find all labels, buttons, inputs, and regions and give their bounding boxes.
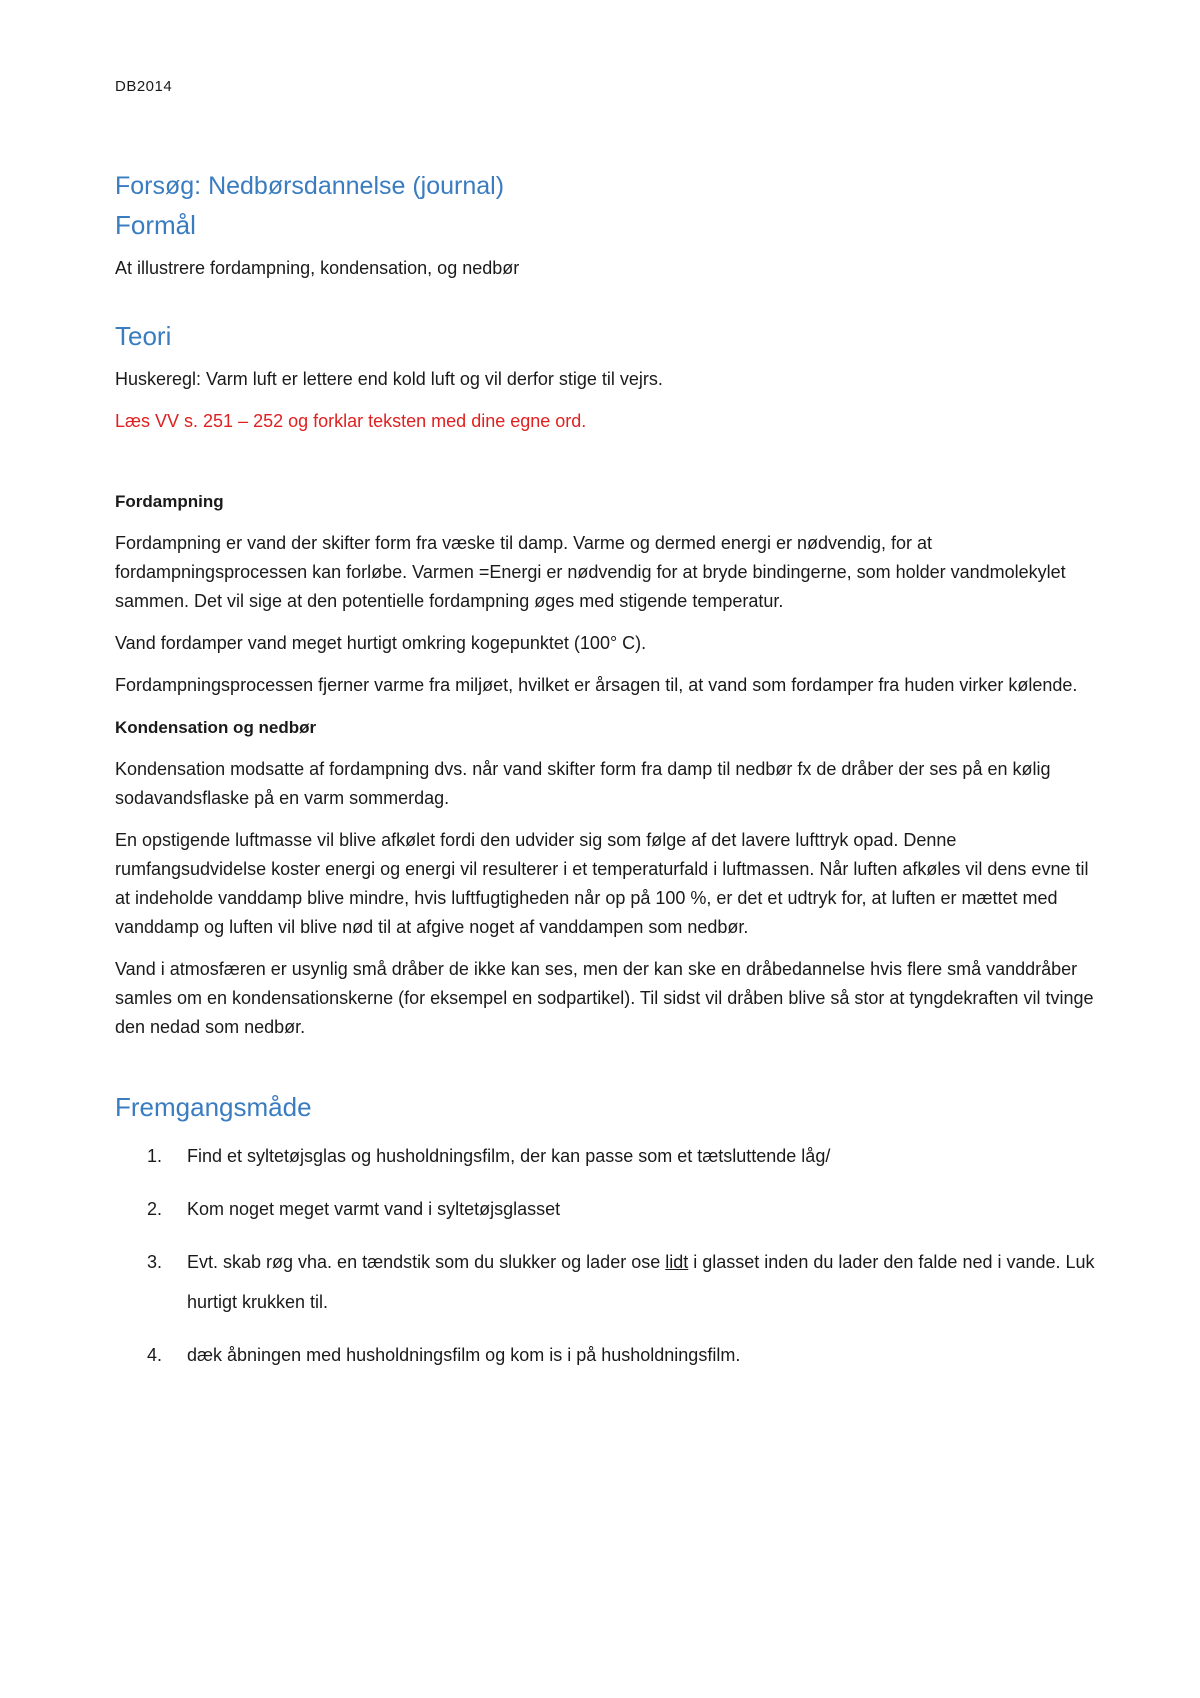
heading-fordampning: Fordampning bbox=[115, 492, 224, 511]
teori-instruction: Læs VV s. 251 – 252 og forklar teksten med dine egne ord. bbox=[115, 411, 587, 431]
heading-teori: Teori bbox=[115, 321, 172, 351]
heading-fremgangsmade: Fremgangsmåde bbox=[115, 1092, 312, 1122]
step-number: 1. bbox=[147, 1146, 163, 1166]
step-text-after: i glasset inden du lader den falde ned i vande. Luk hurtigt krukken til. bbox=[187, 1252, 1095, 1312]
document-body bbox=[115, 172, 1095, 1388]
procedure-step-4 bbox=[147, 1335, 1095, 1375]
procedure-step-1 bbox=[147, 1136, 1095, 1176]
step-text: Find et syltetøjsglas og husholdningsfilm, der kan passe som et tætsluttende låg/ bbox=[187, 1146, 831, 1166]
kondensation-paragraph-2: En opstigende luftmasse vil blive afkølet fordi den udvider sig som følge af det lavere lufttryk opad. Denne rumfangsudvidelse koster energi og energi vil resulterer i et temperaturfald i luftmassen. Når luften afkøles vil dens evne til at indeholde vanddamp blive mindre, hvis luftfugtigheden når op på 100 %, er det et udtryk for, at luften er mættet med vanddamp og luften vil blive nød til at afgive noget af vanddampen som nedbør. bbox=[115, 830, 1089, 937]
fordampning-paragraph-2: Vand fordamper vand meget hurtigt omkring kogepunktet (100° C). bbox=[115, 633, 647, 653]
step-number: 3. bbox=[147, 1252, 163, 1272]
step-text: dæk åbningen med husholdningsfilm og kom is i på husholdningsfilm. bbox=[187, 1345, 741, 1365]
procedure-step-2 bbox=[147, 1189, 1095, 1229]
step-text-before: Evt. skab røg vha. en tændstik som du slukker og lader ose bbox=[187, 1252, 666, 1272]
step-number: 4. bbox=[147, 1345, 163, 1365]
document-title: Forsøg: Nedbørsdannelse (journal) bbox=[115, 172, 505, 200]
step-text: Kom noget meget varmt vand i syltetøjsglasset bbox=[187, 1199, 561, 1219]
heading-formal: Formål bbox=[115, 210, 196, 240]
kondensation-paragraph-1: Kondensation modsatte af fordampning dvs. når vand skifter form fra damp til nedbør fx de dråber der ses på en kølig sodavandsflaske på en varm sommerdag. bbox=[115, 759, 1051, 808]
formal-text: At illustrere fordampning, kondensation, og nedbør bbox=[115, 258, 520, 278]
teori-rule: Huskeregl: Varm luft er lettere end kold luft og vil derfor stige til vejrs. bbox=[115, 369, 663, 389]
procedure-list bbox=[115, 1136, 1095, 1375]
step-text-underlined: lidt bbox=[665, 1252, 689, 1272]
header-code: DB2014 bbox=[115, 78, 173, 95]
step-number: 2. bbox=[147, 1199, 163, 1219]
fordampning-paragraph-3: Fordampningsprocessen fjerner varme fra miljøet, hvilket er årsagen til, at vand som fordamper fra huden virker kølende. bbox=[115, 675, 1078, 695]
fordampning-paragraph-1: Fordampning er vand der skifter form fra væske til damp. Varme og dermed energi er nødvendig, for at fordampningsprocessen kan forløbe. Varmen =Energi er nødvendig for at bryde bindingerne, som holder vandmolekylet sammen. Det vil sige at den potentielle fordampning øges med stigende temperatur. bbox=[115, 533, 1066, 611]
procedure-step-3 bbox=[147, 1242, 1095, 1322]
heading-kondensation: Kondensation og nedbør bbox=[115, 718, 317, 737]
kondensation-paragraph-3: Vand i atmosfæren er usynlig små dråber de ikke kan ses, men der kan ske en dråbedannelse hvis flere små vanddråber samles om en kondensationskerne (for eksempel en sodpartikel). Til sidst vil dråben blive så stor at tyngdekraften vil tvinge den nedad som nedbør. bbox=[115, 959, 1094, 1037]
